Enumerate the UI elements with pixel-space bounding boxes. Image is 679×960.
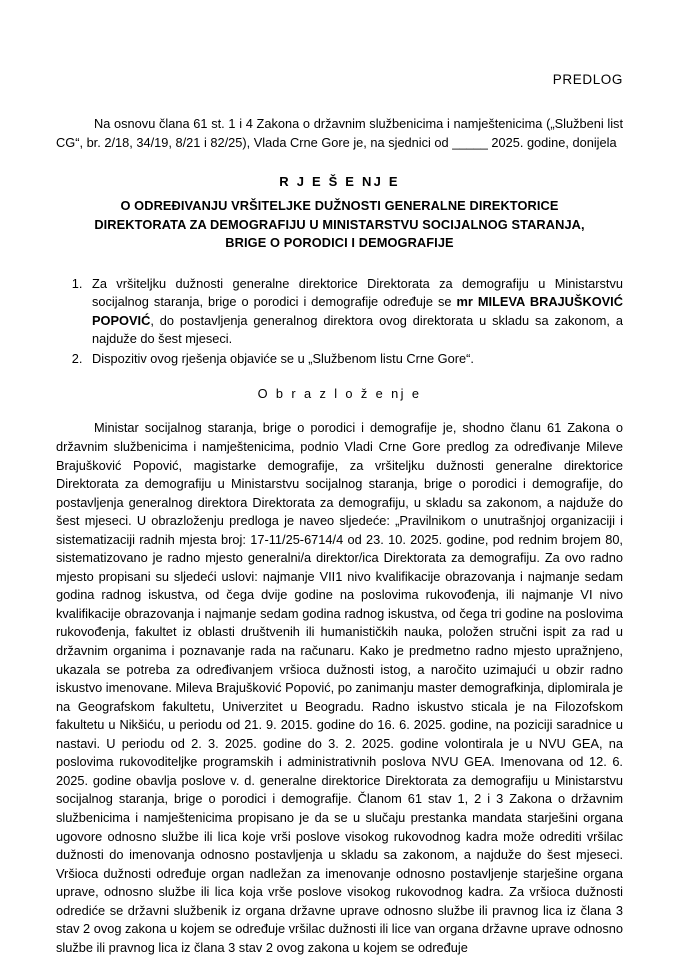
item-text-part2: , do postavljenja generalnog direktora ovog direktorata u skladu sa zakonom, a najduže do šest mjeseci. [92,312,623,347]
document-title: R J E Š E NJ E [279,174,400,190]
document-subtitle: O ODREĐIVANJU VRŠITELJKE DUŽNOSTI GENERALNE DIREKTORICE DIREKTORATA ZA DEMOGRAFIJU U MINISTARSTVU SOCIJALNOG STARANJA, BRIGE O PORODICI I DEMOGRAFIJE [94,198,585,251]
list-item [86,275,623,349]
title-block [56,174,623,253]
explanation-heading: O b r a z l o ž e nj e [257,386,422,402]
item-text-part1: Dispozitiv ovog rješenja objaviće se u „Službenom listu Crne Gore“. [92,350,474,366]
list-item [86,350,623,369]
item-text-part1: Za vršiteljku dužnosti generalne direktorice Direktorata za demografiju u Ministarstvu socijalnog staranja, brige o porodici i demografije određuje se [92,275,623,310]
preamble-paragraph: Na osnovu člana 61 st. 1 i 4 Zakona o državnim službenicima i namještenicima („Službeni list CG“, br. 2/18, 34/19, 8/21 i 82/25), Vlada Crne Gore je, na sjednici od _____ 2025. godine, donijela [56,116,623,150]
item-text-bold: mr MILEVA BRAJUŠKOVIĆ POPOVIĆ [92,294,623,328]
header-label: PREDLOG [552,72,623,87]
explanation-paragraph: Ministar socijalnog staranja, brige o porodici i demografije je, shodno članu 61 Zakona o državnim službenicima i namještenicima, podnio Vladi Crne Gore predlog za određivanje Mileve Brajušković Popović, magistarke demografije, za vršiteljku dužnosti generalne direktorice Direktorata za demografiju u Ministarstvu socijalnog staranja, brige o porodici i demografije, do postavljenja generalnog direktora Direktorata za demografiju, u skladu sa zakonom, a najduže do šest mjeseci. U obrazloženju predloga je naveo sljedeće: „Pravilnikom o unutrašnjoj organizaciji i sistematizaciji radnih mjesta broj: 17-11/25-6714/4 od 23. 10. 2025. godine, pod rednim brojem 80, sistematizovano je radno mjesto generalni/a direktor/ica Direktorata za demografiju. Za ovo radno mjesto propisani su sljedeći uslovi: najmanje VII1 nivo kvalifikacije obrazovanja i najmanje sedam godina radnog iskustva, od čega dvije godine na poslovima rukovođenja, ili najmanje VI nivo kvalifikacije obrazovanja i najmanje sedam godina radnog iskustva, od čega tri godine na poslovima rukovođenja, fakultet iz oblasti društvenih ili humanističkih nauka, položen stručni ispit za rad u državnim organima i poznavanje rada na računaru. Kako je predmetno radno mjesto upražnjeno, ukazala se potreba za određivanjem vršioca dužnosti istog, a naročito uzimajući u obzir radno iskustvo imenovane. Mileva Brajušković Popović, po zanimanju master demografkinja, diplomirala je na Geografskom fakultetu, Univerzitet u Beogradu. Radno iskustvo sticala je na Filozofskom fakultetu u Nikšiću, u periodu od 21. 9. 2015. godine do 16. 6. 2025. godine, na poziciji saradnice u nastavi. U periodu od 2. 3. 2025. godine do 3. 2. 2025. godine volontirala je u NVU GEA, na poslovima rukovoditeljke programskih i administrativnih poslova NVU GEA. Imenovana od 12. 6. 2025. godine obavlja poslove v. d. generalne direktorice Direktorata za demografiju u Ministarstvu socijalnog staranja, brige o porodici i demografije. Članom 61 stav 1, 2 i 3 Zakona o državnim službenicima i namještenicima propisano je da se u slučaju prestanka mandata starješini organa ugovore odnosno službe ili lica koje vrši poslove visokog rukovodnog kadra može odrediti vršilac dužnosti do imenovanja odnosno postavljenja u skladu sa zakonom, a najduže do šest mjeseci. Vršioca dužnosti određuje organ nadležan za imenovanje odnosno postavljenje starješine organa uprave, odnosno službe ili lica koja vrše poslove visokog rukovodnog kadra. Za vršioca dužnosti odrediće se državni službenik iz organa državne uprave odnosno službe ili pravnog lica iz člana 3 stav 2 ovog zakona u kojem se određuje vršilac dužnosti ili lice van organa državne uprave odnosno službe ili pravnog lica iz člana 3 stav 2 ovog zakona u kojem se određuje [56,420,623,955]
decision-items-list [56,275,623,369]
